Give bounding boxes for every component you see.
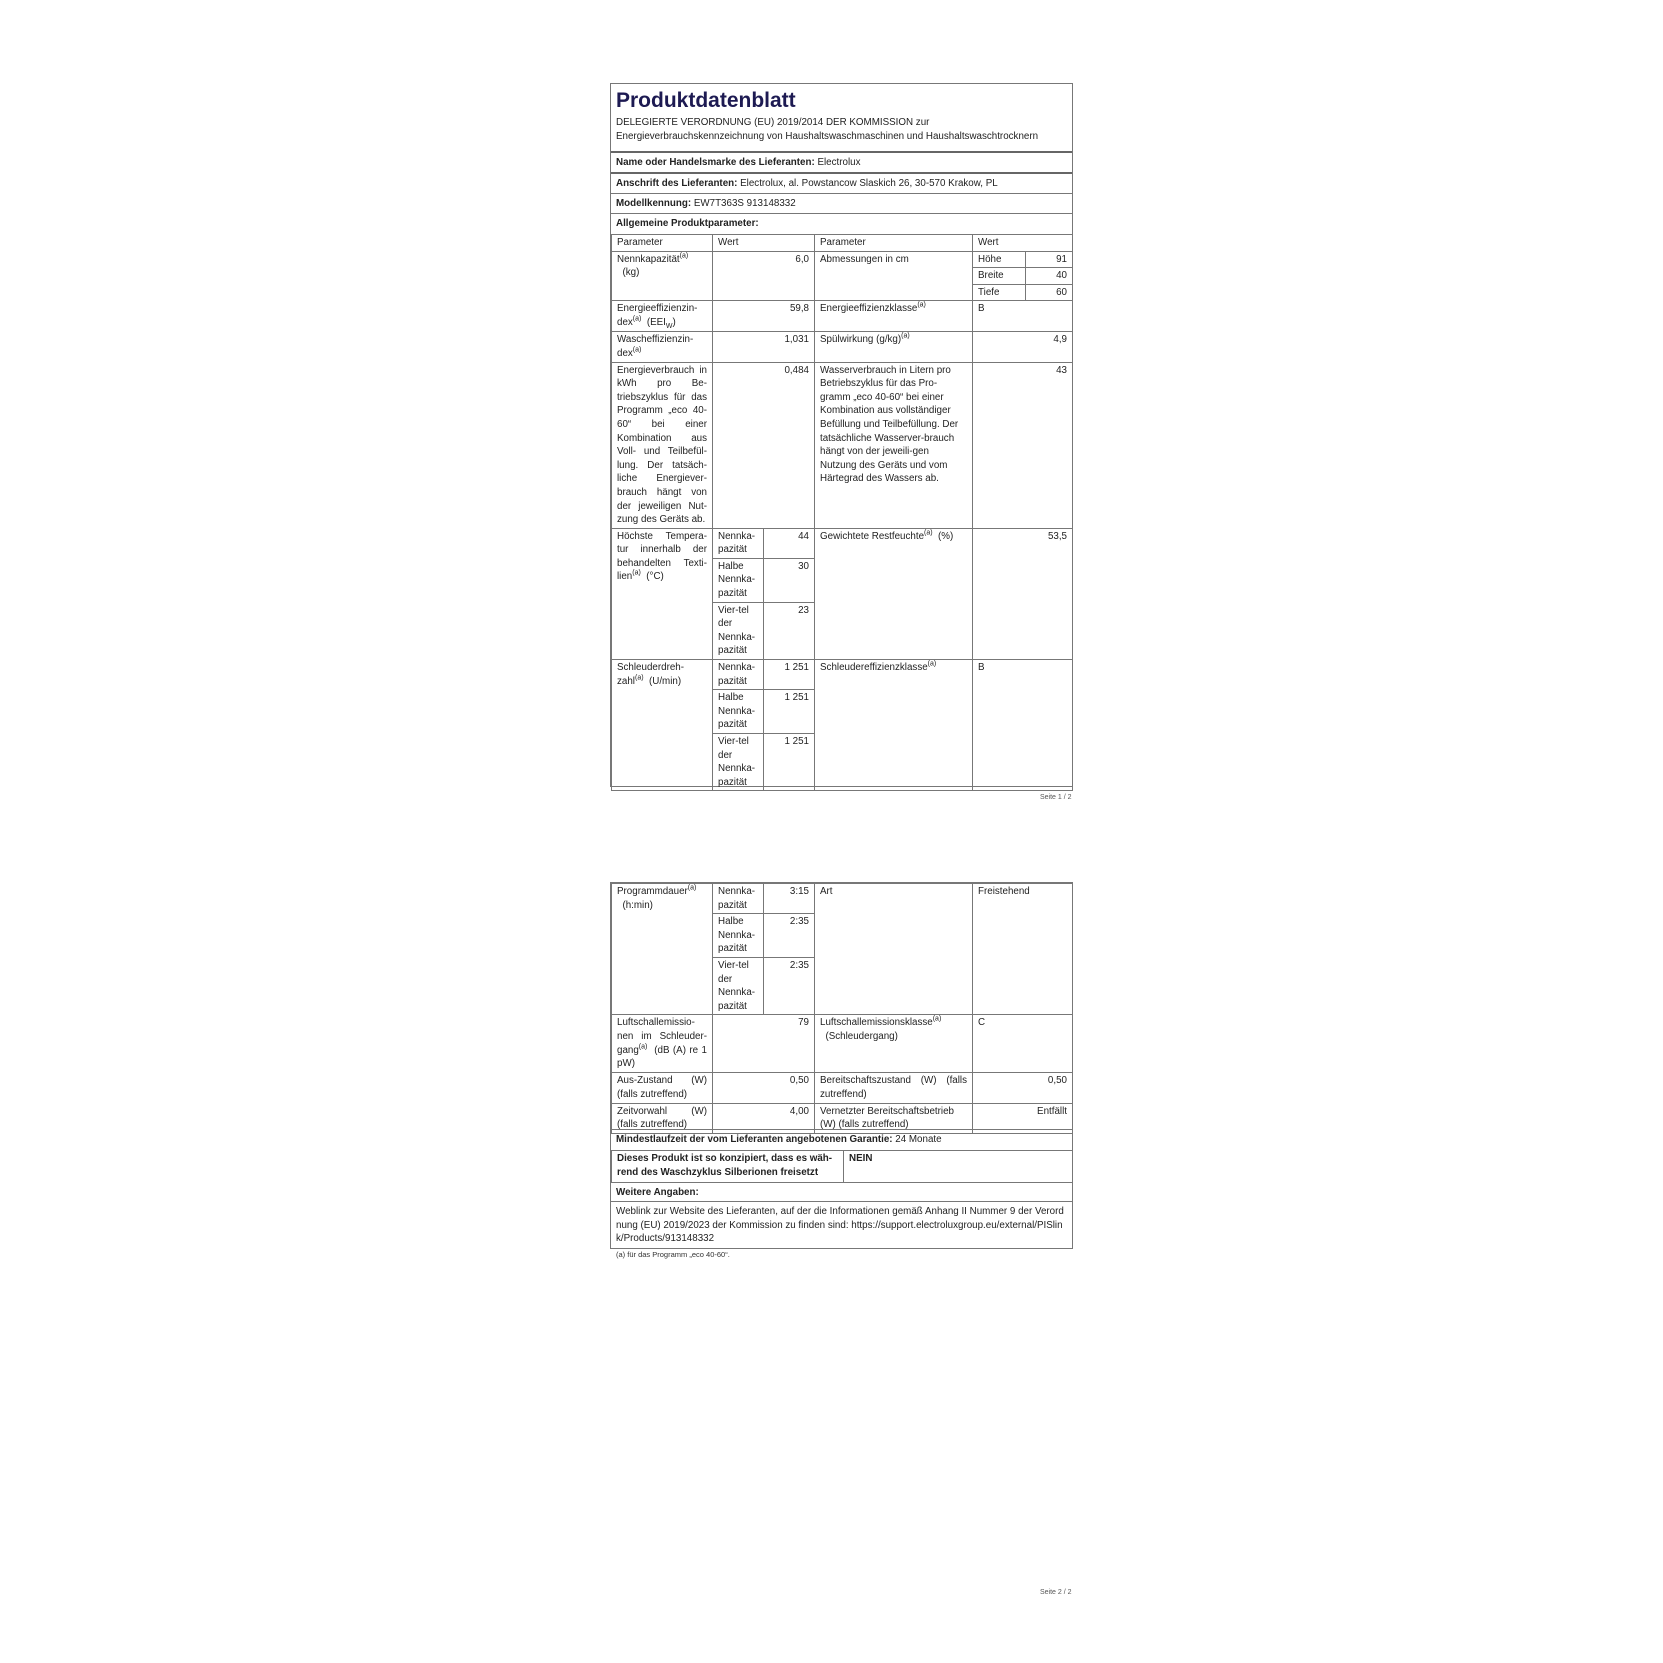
off-mode-value: 0,50: [713, 1073, 815, 1103]
page-1: [610, 83, 1073, 787]
noise-value: 79: [713, 1015, 815, 1073]
page-2: [610, 882, 1073, 1249]
model-label: Modellkennung:: [616, 198, 692, 209]
noise-class-value: C: [973, 1015, 1073, 1073]
duration-half: 2:35: [764, 914, 815, 958]
model-value: EW7T363S 913148332: [693, 198, 796, 209]
table-row: [612, 332, 1073, 362]
type-label: Art: [815, 884, 973, 1015]
off-mode-label: Aus-Zustand (W) (falls zutreffend): [612, 1073, 713, 1103]
eei-label: Energieeffizienzin-dex$^{(a)}$ $(EEI_W)$: [612, 301, 713, 332]
spin-half: 1 251: [764, 690, 815, 734]
params-table-2: [611, 883, 1073, 1134]
silver-ions-label: Dieses Produkt ist so konzipiert, dass es wäh-rend des Waschzyklus Silberionen freisetzt: [612, 1151, 844, 1183]
header-block: [611, 84, 1072, 157]
rinse-label: Spülwirkung $(g/kg)^{(a)}$: [815, 332, 973, 362]
load-half-label: Halbe Nennka-pazität: [713, 690, 764, 734]
spin-full: 1 251: [764, 660, 815, 690]
energy-class-label: Energieeffizienzklasse$^{(a)}$: [815, 301, 973, 332]
height-label: Höhe: [973, 252, 1025, 268]
duration-full: 3:15: [764, 884, 815, 914]
col-header-value: Wert: [713, 235, 815, 252]
regulation-line-1: DELEGIERTE VERORDNUNG (EU) 2019/2014 DER KOMMISSION zur: [616, 117, 930, 128]
supplier-name-row: [611, 151, 1072, 173]
duration-cell: [713, 884, 815, 1015]
dimensions-cell: [973, 251, 1073, 301]
supplier-name-value: Electrolux: [817, 157, 861, 168]
max-temp-cell: [713, 528, 815, 659]
load-full-label: Nennka-pazität: [713, 660, 764, 690]
weblink-row: [611, 1201, 1072, 1249]
max-temp-half: 30: [764, 558, 815, 602]
spin-class-label: Schleudereffizienzklasse$^{(a)}$: [815, 660, 973, 791]
col-header-param-2: Parameter: [815, 235, 973, 252]
max-temp-full: 44: [764, 529, 815, 559]
page-number-2: Seite 2 / 2: [1040, 1589, 1072, 1596]
rated-capacity-value: 6,0: [713, 251, 815, 301]
supplier-address-value: Electrolux, al. Powstancow Slaskich 26, 30-570 Krakow, PL: [740, 178, 998, 189]
delay-start-value: 4,00: [713, 1103, 815, 1133]
depth-label: Tiefe: [973, 284, 1025, 300]
water-consumption-label: Wasserverbrauch in Litern pro Betriebszyklus für das Pro-gramm „eco 40-60“ bei einer Kombination aus vollständiger Befüllung und Teilbefüllung. Der tatsächliche Wasserver-brauch hängt von der jeweili-gen Nutzung des Geräts und vom Härtegrad des Wassers ab.: [815, 362, 973, 528]
supplier-name-label: Name oder Handelsmarke des Lieferanten:: [616, 157, 815, 168]
energy-consumption-value: 0,484: [713, 362, 815, 528]
guarantee-value: 24 Monate: [895, 1134, 942, 1145]
load-half-label: Halbe Nennka-pazität: [713, 558, 764, 602]
supplier-address-label: Anschrift des Lieferanten:: [616, 178, 738, 189]
dimensions-label: Abmessungen in cm: [815, 251, 973, 301]
residual-moisture-label: Gewichtete Restfeuchte$^{(a)}$ (%): [815, 528, 973, 659]
energy-consumption-label: Energieverbrauch in kWh pro Be-triebszyklus für das Programm „eco 40-60“ bei einer Kombination aus Voll- und Teilbefül-lung. Der tatsäch-liche Energiever-brauch hängt von der jeweiligen Nut-zung des Geräts ab.: [612, 362, 713, 528]
rated-capacity-label: Nennkapazität$^{(a)}$ (kg): [612, 251, 713, 301]
supplier-address-row: [611, 172, 1072, 194]
further-info-label: Weitere Angaben:: [616, 1187, 699, 1198]
load-full-label: Nennka-pazität: [713, 529, 764, 559]
table-row: [612, 660, 1073, 791]
table-row: [612, 528, 1073, 659]
max-temp-label: Höchste Tempera-tur innerhalb der behandelten Texti-lien$^{(a)}$ (°C): [612, 528, 713, 659]
duration-quarter: 2:35: [789, 959, 809, 971]
standby-label: Bereitschaftszustand (W) (falls zutreffend): [815, 1073, 973, 1103]
residual-moisture-value: 53,5: [973, 528, 1073, 659]
table-row: [612, 1015, 1073, 1073]
guarantee-row: [611, 1129, 1072, 1150]
table-row: [612, 251, 1073, 301]
table-row: [612, 1151, 1073, 1183]
load-quarter-label: Vier-tel der Nennka-pazität: [713, 957, 764, 1014]
type-value: Freistehend: [973, 884, 1073, 1015]
load-full-label: Nennka-pazität: [713, 884, 764, 914]
table-row: [612, 362, 1073, 528]
width-label: Breite: [973, 268, 1025, 285]
col-header-value-2: Wert: [973, 235, 1073, 252]
guarantee-label: Mindestlaufzeit der vom Lieferanten angebotenen Garantie:: [616, 1134, 893, 1145]
load-quarter-label: Vier-tel der Nennka-pazität: [713, 602, 764, 659]
footnote: (a) für das Programm „eco 40-60“.: [616, 1250, 730, 1259]
rinse-value: 4,9: [973, 332, 1073, 362]
silver-ions-value: NEIN: [844, 1151, 1073, 1183]
general-params-label: Allgemeine Produktparameter:: [616, 218, 759, 229]
noise-label: Luftschallemissio-nen im Schleuder-gang$^{(a)}$ (dB (A) re 1 pW): [612, 1015, 713, 1073]
spin-speed-cell: [713, 660, 815, 791]
networked-standby-value: Entfällt: [973, 1103, 1073, 1133]
max-temp-quarter: 23: [798, 604, 810, 616]
general-params-row: [611, 213, 1072, 234]
further-info-row: [611, 1182, 1072, 1203]
width-value: 40: [1025, 268, 1072, 285]
wash-efficiency-label: Wascheffizienzin-dex$^{(a)}$: [612, 332, 713, 362]
depth-value: 60: [1056, 286, 1068, 298]
standby-value: 0,50: [973, 1073, 1073, 1103]
eei-value: 59,8: [713, 301, 815, 332]
page-title: Produktdatenblatt: [616, 89, 796, 112]
silver-ions-table: [611, 1150, 1073, 1183]
table-row: [612, 301, 1073, 332]
height-value: 91: [1025, 252, 1072, 268]
duration-label: Programmdauer$^{(a)}$ (h:min): [612, 884, 713, 1015]
model-row: [611, 193, 1072, 214]
table-row: [612, 884, 1073, 1015]
params-table-1: [611, 234, 1073, 791]
table-row: [612, 1073, 1073, 1103]
page-number-1: Seite 1 / 2: [1040, 794, 1072, 801]
weblink-text: Weblink zur Website des Lieferanten, auf der die Informationen gemäß Anhang II Nummer 9 der Verordnung (EU) 2019/2023 der Kommission zu finden sind: https://support.electroluxgroup.eu/external/PISlink/Products/913148332: [616, 1206, 1064, 1245]
noise-class-label: Luftschallemissionsklasse$^{(a)}$ (Schleudergang): [815, 1015, 973, 1073]
load-half-label: Halbe Nennka-pazität: [713, 914, 764, 958]
delay-start-label: Zeitvorwahl (W) (falls zutreffend): [612, 1103, 713, 1133]
spin-speed-label: Schleuderdreh-zahl$^{(a)}$ (U/min): [612, 660, 713, 791]
wash-efficiency-value: 1,031: [713, 332, 815, 362]
spin-quarter: 1 251: [784, 736, 810, 747]
spin-class-value: B: [973, 660, 1073, 791]
regulation-line-2: Energieverbrauchskennzeichnung von Haushaltswaschmaschinen und Haushaltswaschtrocknern: [616, 130, 1039, 142]
table-header-row: [612, 235, 1073, 252]
water-consumption-value: 43: [973, 362, 1073, 528]
load-quarter-label: Vier-tel der Nennka-pazität: [713, 734, 764, 791]
networked-standby-label: Vernetzter Bereitschaftsbetrieb (W) (falls zutreffend): [815, 1103, 973, 1133]
col-header-param: Parameter: [612, 235, 713, 252]
energy-class-value: B: [973, 301, 1073, 332]
